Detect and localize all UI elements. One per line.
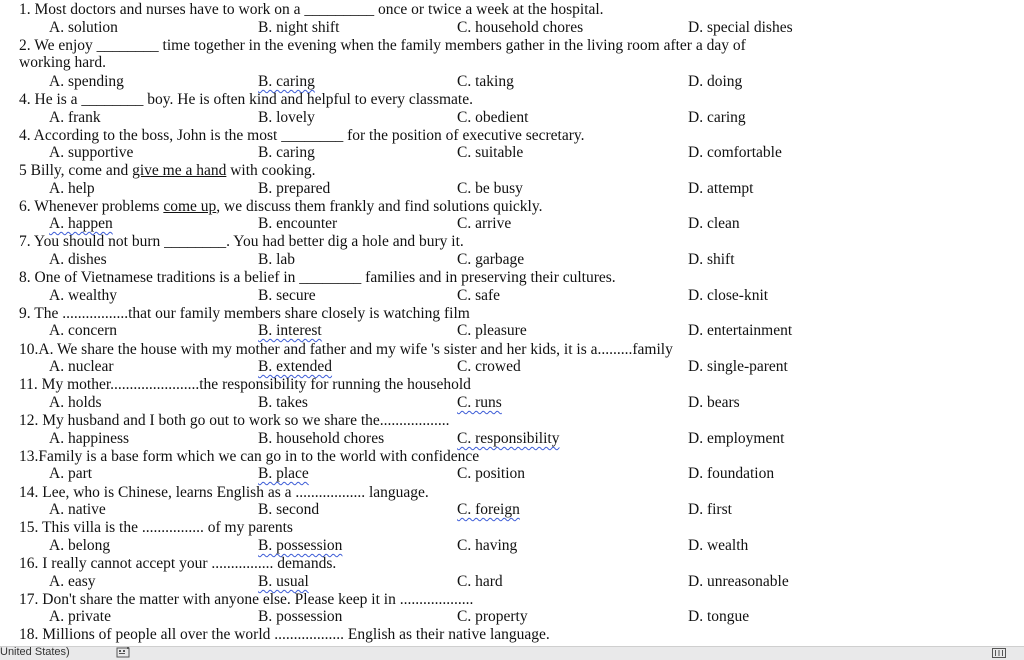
- question-stem: 18. Millions of people all over the world .................. English as their native language.: [19, 626, 550, 643]
- language-indicator[interactable]: United States): [0, 646, 70, 658]
- answer-row: [0, 358, 1024, 376]
- option-a: A. happen: [49, 215, 113, 232]
- answer-row: [0, 73, 1024, 91]
- question-stem: 2. We enjoy ________ time together in the evening when the family members gather in the living room after a day of: [19, 37, 746, 54]
- answer-row: [0, 322, 1024, 340]
- option-a: A. spending: [49, 73, 124, 90]
- option-d: D. shift: [688, 251, 735, 268]
- option-d: D. caring: [688, 109, 746, 126]
- question-stem-continued: working hard.: [19, 54, 106, 71]
- option-d: D. entertainment: [688, 322, 793, 339]
- option-c: C. pleasure: [457, 322, 527, 339]
- option-b: B. encounter: [258, 215, 338, 232]
- option-c: C. position: [457, 465, 526, 482]
- option-b: B. extended: [258, 358, 333, 375]
- option-d: D. close-knit: [688, 287, 769, 304]
- answer-row: [0, 19, 1024, 37]
- question-stem: 17. Don't share the matter with anyone else. Please keep it in ...................: [19, 591, 474, 608]
- option-d: D. bears: [688, 394, 740, 411]
- option-c: C. safe: [457, 287, 501, 304]
- option-b: B. usual: [258, 573, 309, 590]
- option-c: C. household chores: [457, 19, 584, 36]
- option-a: A. easy: [49, 573, 96, 590]
- option-d: D. first: [688, 501, 732, 518]
- question-stem: 13.Family is a base form which we can go in to the world with confidence: [19, 448, 480, 465]
- option-c: C. obedient: [457, 109, 529, 126]
- question-stem: [19, 162, 315, 180]
- question-stem: 15. This villa is the ................ of my parents: [19, 519, 293, 536]
- question-stem: [19, 198, 542, 216]
- question-stem: 7. You should not burn ________. You had better dig a hole and bury it.: [19, 233, 464, 250]
- answer-row: [0, 215, 1024, 233]
- spellcheck-icon[interactable]: [116, 647, 132, 658]
- option-d: D. comfortable: [688, 144, 782, 161]
- option-d: D. unreasonable: [688, 573, 789, 590]
- option-b: B. household chores: [258, 430, 385, 447]
- option-a: A. dishes: [49, 251, 107, 268]
- option-d: D. special dishes: [688, 19, 793, 36]
- option-c: C. taking: [457, 73, 514, 90]
- option-b: B. takes: [258, 394, 308, 411]
- status-bar: [0, 646, 1024, 660]
- underlined-phrase: come up: [163, 198, 217, 215]
- option-c: C. be busy: [457, 180, 523, 197]
- stem-text: 5 Billy, come and: [19, 162, 133, 179]
- option-a: A. happiness: [49, 430, 130, 447]
- option-c: C. garbage: [457, 251, 525, 268]
- option-c: C. responsibility: [457, 430, 560, 447]
- option-a: A. native: [49, 501, 106, 518]
- option-b: B. place: [258, 465, 309, 482]
- option-a: A. belong: [49, 537, 111, 554]
- stem-text: 6. Whenever problems: [19, 198, 164, 215]
- question-stem: 1. Most doctors and nurses have to work on a _________ once or twice a week at the hospital.: [19, 1, 604, 18]
- underlined-phrase: give me a hand: [132, 162, 227, 179]
- option-b: B. lab: [258, 251, 296, 268]
- read-mode-icon[interactable]: [992, 648, 1006, 658]
- option-d: D. single-parent: [688, 358, 788, 375]
- option-b: B. second: [258, 501, 320, 518]
- answer-row: [0, 501, 1024, 519]
- answer-row: [0, 287, 1024, 305]
- option-b: B. caring: [258, 73, 315, 90]
- option-d: D. employment: [688, 430, 785, 447]
- question-stem: 12. My husband and I both go out to work so we share the..................: [19, 412, 450, 429]
- option-d: D. foundation: [688, 465, 775, 482]
- option-b: B. possession: [258, 537, 343, 554]
- question-stem: 4. He is a ________ boy. He is often kind and helpful to every classmate.: [19, 91, 473, 108]
- option-c: C. hard: [457, 573, 503, 590]
- question-stem: 11. My mother.......................the responsibility for running the household: [19, 376, 471, 393]
- answer-row: [0, 537, 1024, 555]
- option-a: A. concern: [49, 322, 117, 339]
- option-b: B. prepared: [258, 180, 331, 197]
- option-a: A. solution: [49, 19, 118, 36]
- answer-row: [0, 394, 1024, 412]
- question-stem: 8. One of Vietnamese traditions is a belief in ________ families and in preserving their cultures.: [19, 269, 616, 286]
- option-c: C. crowed: [457, 358, 521, 375]
- question-stem: 14. Lee, who is Chinese, learns English as a .................. language.: [19, 484, 429, 501]
- answer-row: [0, 573, 1024, 591]
- option-a: A. supportive: [49, 144, 134, 161]
- question-stem: 9. The .................that our family members share closely is watching film: [19, 305, 470, 322]
- option-c: C. arrive: [457, 215, 512, 232]
- option-c: C. runs: [457, 394, 502, 411]
- option-b: B. night shift: [258, 19, 340, 36]
- option-b: B. caring: [258, 144, 315, 161]
- option-a: A. nuclear: [49, 358, 114, 375]
- option-a: A. part: [49, 465, 93, 482]
- option-c: C. having: [457, 537, 518, 554]
- option-d: D. doing: [688, 73, 743, 90]
- option-b: B. lovely: [258, 109, 315, 126]
- option-b: B. interest: [258, 322, 322, 339]
- option-a: A. help: [49, 180, 95, 197]
- answer-row: [0, 109, 1024, 127]
- option-b: B. secure: [258, 287, 316, 304]
- option-d: D. wealth: [688, 537, 749, 554]
- option-c: C. foreign: [457, 501, 520, 518]
- option-a: A. frank: [49, 109, 101, 126]
- stem-text: , we discuss them frankly and find solutions quickly.: [216, 198, 543, 215]
- option-a: A. private: [49, 608, 111, 625]
- answer-row: [0, 465, 1024, 483]
- option-d: D. clean: [688, 215, 740, 232]
- question-stem: 4. According to the boss, John is the most ________ for the position of executive secretary.: [19, 127, 585, 144]
- option-c: C. property: [457, 608, 528, 625]
- answer-row: [0, 180, 1024, 198]
- answer-row: [0, 144, 1024, 162]
- option-a: A. wealthy: [49, 287, 118, 304]
- option-a: A. holds: [49, 394, 102, 411]
- answer-row: [0, 608, 1024, 626]
- option-c: C. suitable: [457, 144, 524, 161]
- option-d: D. tongue: [688, 608, 750, 625]
- answer-row: [0, 251, 1024, 269]
- option-d: D. attempt: [688, 180, 754, 197]
- answer-row: [0, 430, 1024, 448]
- question-stem: 10.A. We share the house with my mother and father and my wife 's sister and her kids, it is a.........family: [19, 341, 673, 358]
- option-b: B. possession: [258, 608, 343, 625]
- question-stem: 16. I really cannot accept your ................ demands.: [19, 555, 337, 572]
- stem-text: with cooking.: [226, 162, 316, 179]
